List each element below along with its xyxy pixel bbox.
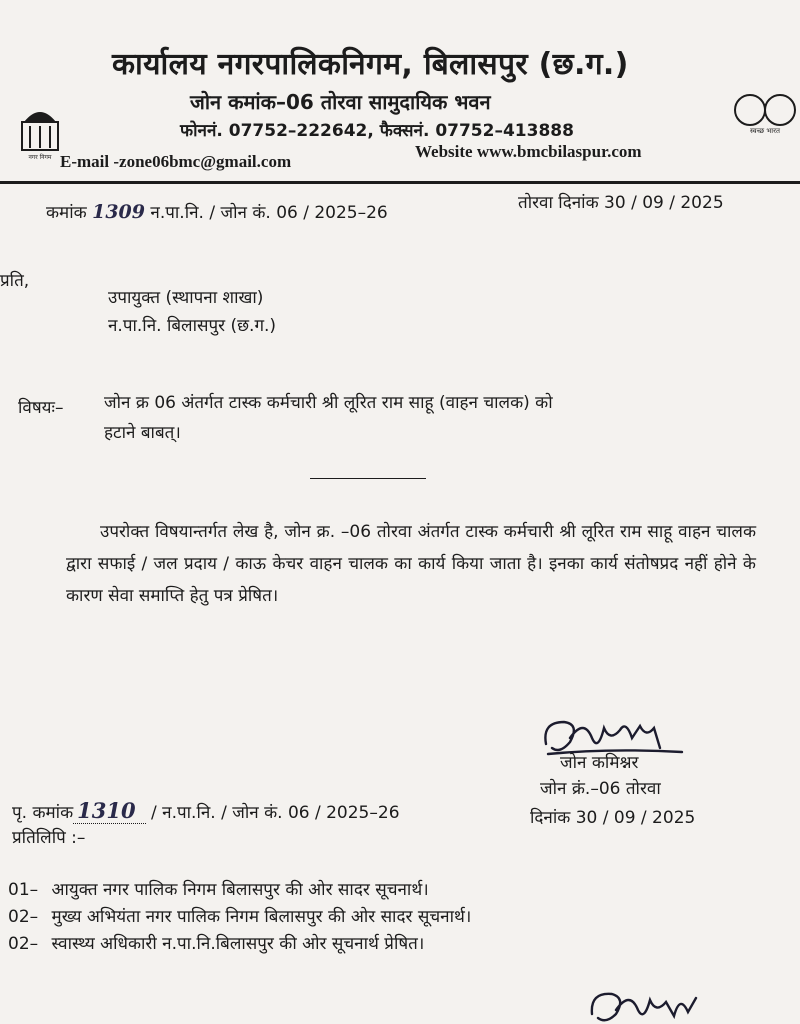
to-label: प्रति, [0,271,30,291]
subject-label: विषयः– [18,398,64,418]
letterhead-rule [0,181,800,184]
copy-item-1-num: 01– [8,880,39,900]
copy-handwritten-number: 1310 [73,798,145,824]
office-subtitle: जोन कमांक–06 तोरवा सामुदायिक भवन [190,90,491,114]
office-website: Website www.bmcbilaspur.com [415,142,642,161]
office-title: कार्यालय नगरपालिकनिगम, बिलासपुर (छ.ग.) [112,47,629,82]
signatory-date: दिनांक 30 / 09 / 2025 [530,808,696,828]
office-contact: फोननं. 07752–222642, फैक्सनं. 07752–413888 [180,121,574,141]
to-line-1: उपायुक्त (स्थापना शाखा) [108,288,264,308]
office-email: E-mail -zone06bmc@gmail.com [60,152,292,171]
ref-date: तोरवा दिनांक 30 / 09 / 2025 [518,193,724,213]
copy-ref-number [12,798,400,823]
ref-suffix: न.पा.नि. / जोन कं. 06 / 2025–26 [150,203,388,223]
ref-prefix: कमांक [46,203,87,223]
copy-item-1 [8,877,429,900]
body-text: उपरोक्त विषयान्तर्गत लेख है, जोन क्र. –06 तोरवा अंतर्गत टास्क कर्मचारी श्री लूरित राम साहू वाहन चालक द्वारा सफाई / जल प्रदाय / काऊ केचर वाहन चालक का कार्य किया जाता है। इनका कार्य संतोषप्रद नहीं होने के कारण सेवा समाप्ति हेतु पत्र प्रेषित। [66,522,756,606]
copy-ref-prefix: पृ. कमांक [12,803,74,823]
copy-label: प्रतिलिपि :– [12,828,86,848]
logo-left-text: नगर निगम [28,154,52,161]
subject-line-1: जोन क्र 06 अंतर्गत टास्क कर्मचारी श्री लूरित राम साहू (वाहन चालक) को [104,393,553,413]
copy-ref-suffix: / न.पा.नि. / जोन कं. 06 / 2025–26 [151,803,400,823]
logo-right-text: स्वच्छ भारत [750,127,780,135]
copy-item-2-num: 02– [8,907,39,927]
ref-number [46,200,388,223]
signatory-title: जोन कमिश्नर [560,753,639,773]
to-line-2: न.पा.नि. बिलासपुर (छ.ग.) [108,316,277,336]
copy-item-2-text: मुख्य अभियंता नगर पालिक निगम बिलासपुर की ओर सादर सूचनार्थ। [51,907,472,927]
signatory-zone: जोन क्रं.–06 तोरवा [540,779,661,799]
copy-item-3 [8,931,424,954]
swachh-bharat-logo [730,86,800,136]
municipal-logo [16,100,64,162]
copy-item-3-text: स्वास्थ्य अधिकारी न.पा.नि.बिलासपुर की ओर सूचनार्थ प्रेषित। [51,934,425,954]
ref-handwritten-number: 1309 [92,201,145,223]
bottom-signature-image [588,984,718,1024]
subject-line-2: हटाने बाबत्। [104,423,181,443]
copy-item-1-text: आयुक्त नगर पालिक निगम बिलासपुर की ओर सादर सूचनार्थ। [51,880,429,900]
separator-line [310,478,426,479]
copy-item-3-num: 02– [8,934,39,954]
copy-item-2 [8,904,471,927]
body-paragraph [66,516,756,612]
